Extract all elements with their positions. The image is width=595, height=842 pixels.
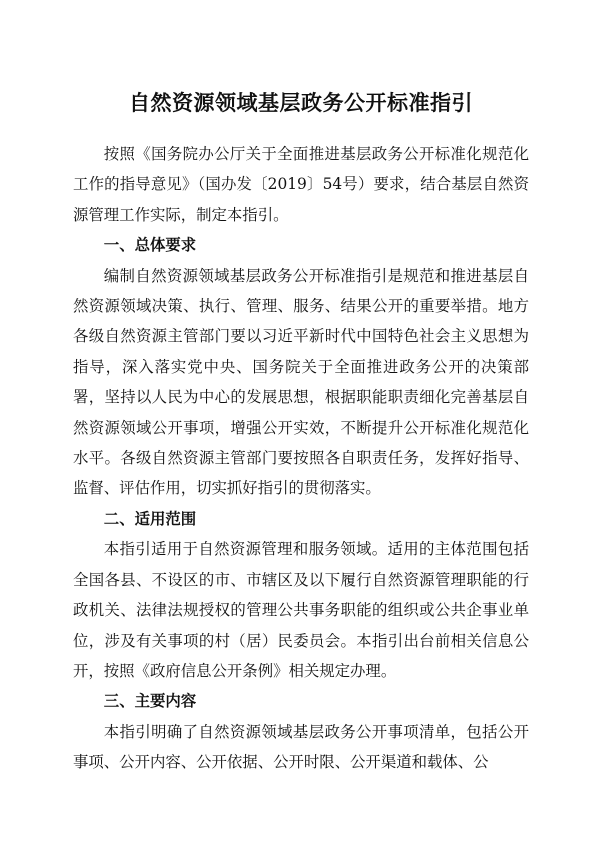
- section-heading-general-requirements: 一、总体要求: [103, 236, 197, 255]
- section-heading-main-content: 三、主要内容: [103, 692, 197, 711]
- section-body-scope: 本指引适用于自然资源管理和服务领域。适用的主体范围包括全国各县、不设区的市、市辖区及以下履行自然资源管理职能的行政机关、法律法规授权的管理公共事务职能的组织或公共企事业单位，涉及有关事项的村（居）民委员会。本指引出台前相关信息公开，按照《政府信息公开条例》相关规定办理。: [73, 540, 529, 680]
- intro-paragraph: 按照《国务院办公厅关于全面推进基层政务公开标准化规范化工作的指导意见》（国办发〔2019〕54号）要求，结合基层自然资源管理工作实际，制定本指引。: [73, 145, 529, 224]
- section-body-general-requirements: 编制自然资源领域基层政务公开标准指引是规范和推进基层自然资源领域决策、执行、管理、服务、结果公开的重要举措。地方各级自然资源主管部门要以习近平新时代中国特色社会主义思想为指导，深入落实党中央、国务院关于全面推进政务公开的决策部署，坚持以人民为中心的发展思想，根据职能职责细化完善基层自然资源领域公开事项，增强公开实效，不断提升公开标准化规范化水平。各级自然资源主管部门要按照各自职责任务，发挥好指导、监督、评估作用，切实抓好指引的贯彻落实。: [73, 266, 529, 498]
- section-heading-scope: 二、适用范围: [103, 509, 197, 528]
- section-body-main-content: 本指引明确了自然资源领域基层政务公开事项清单，包括公开事项、公开内容、公开依据、公开时限、公开渠道和载体、公: [73, 722, 529, 772]
- document-title: 自然资源领域基层政务公开标准指引: [129, 90, 473, 115]
